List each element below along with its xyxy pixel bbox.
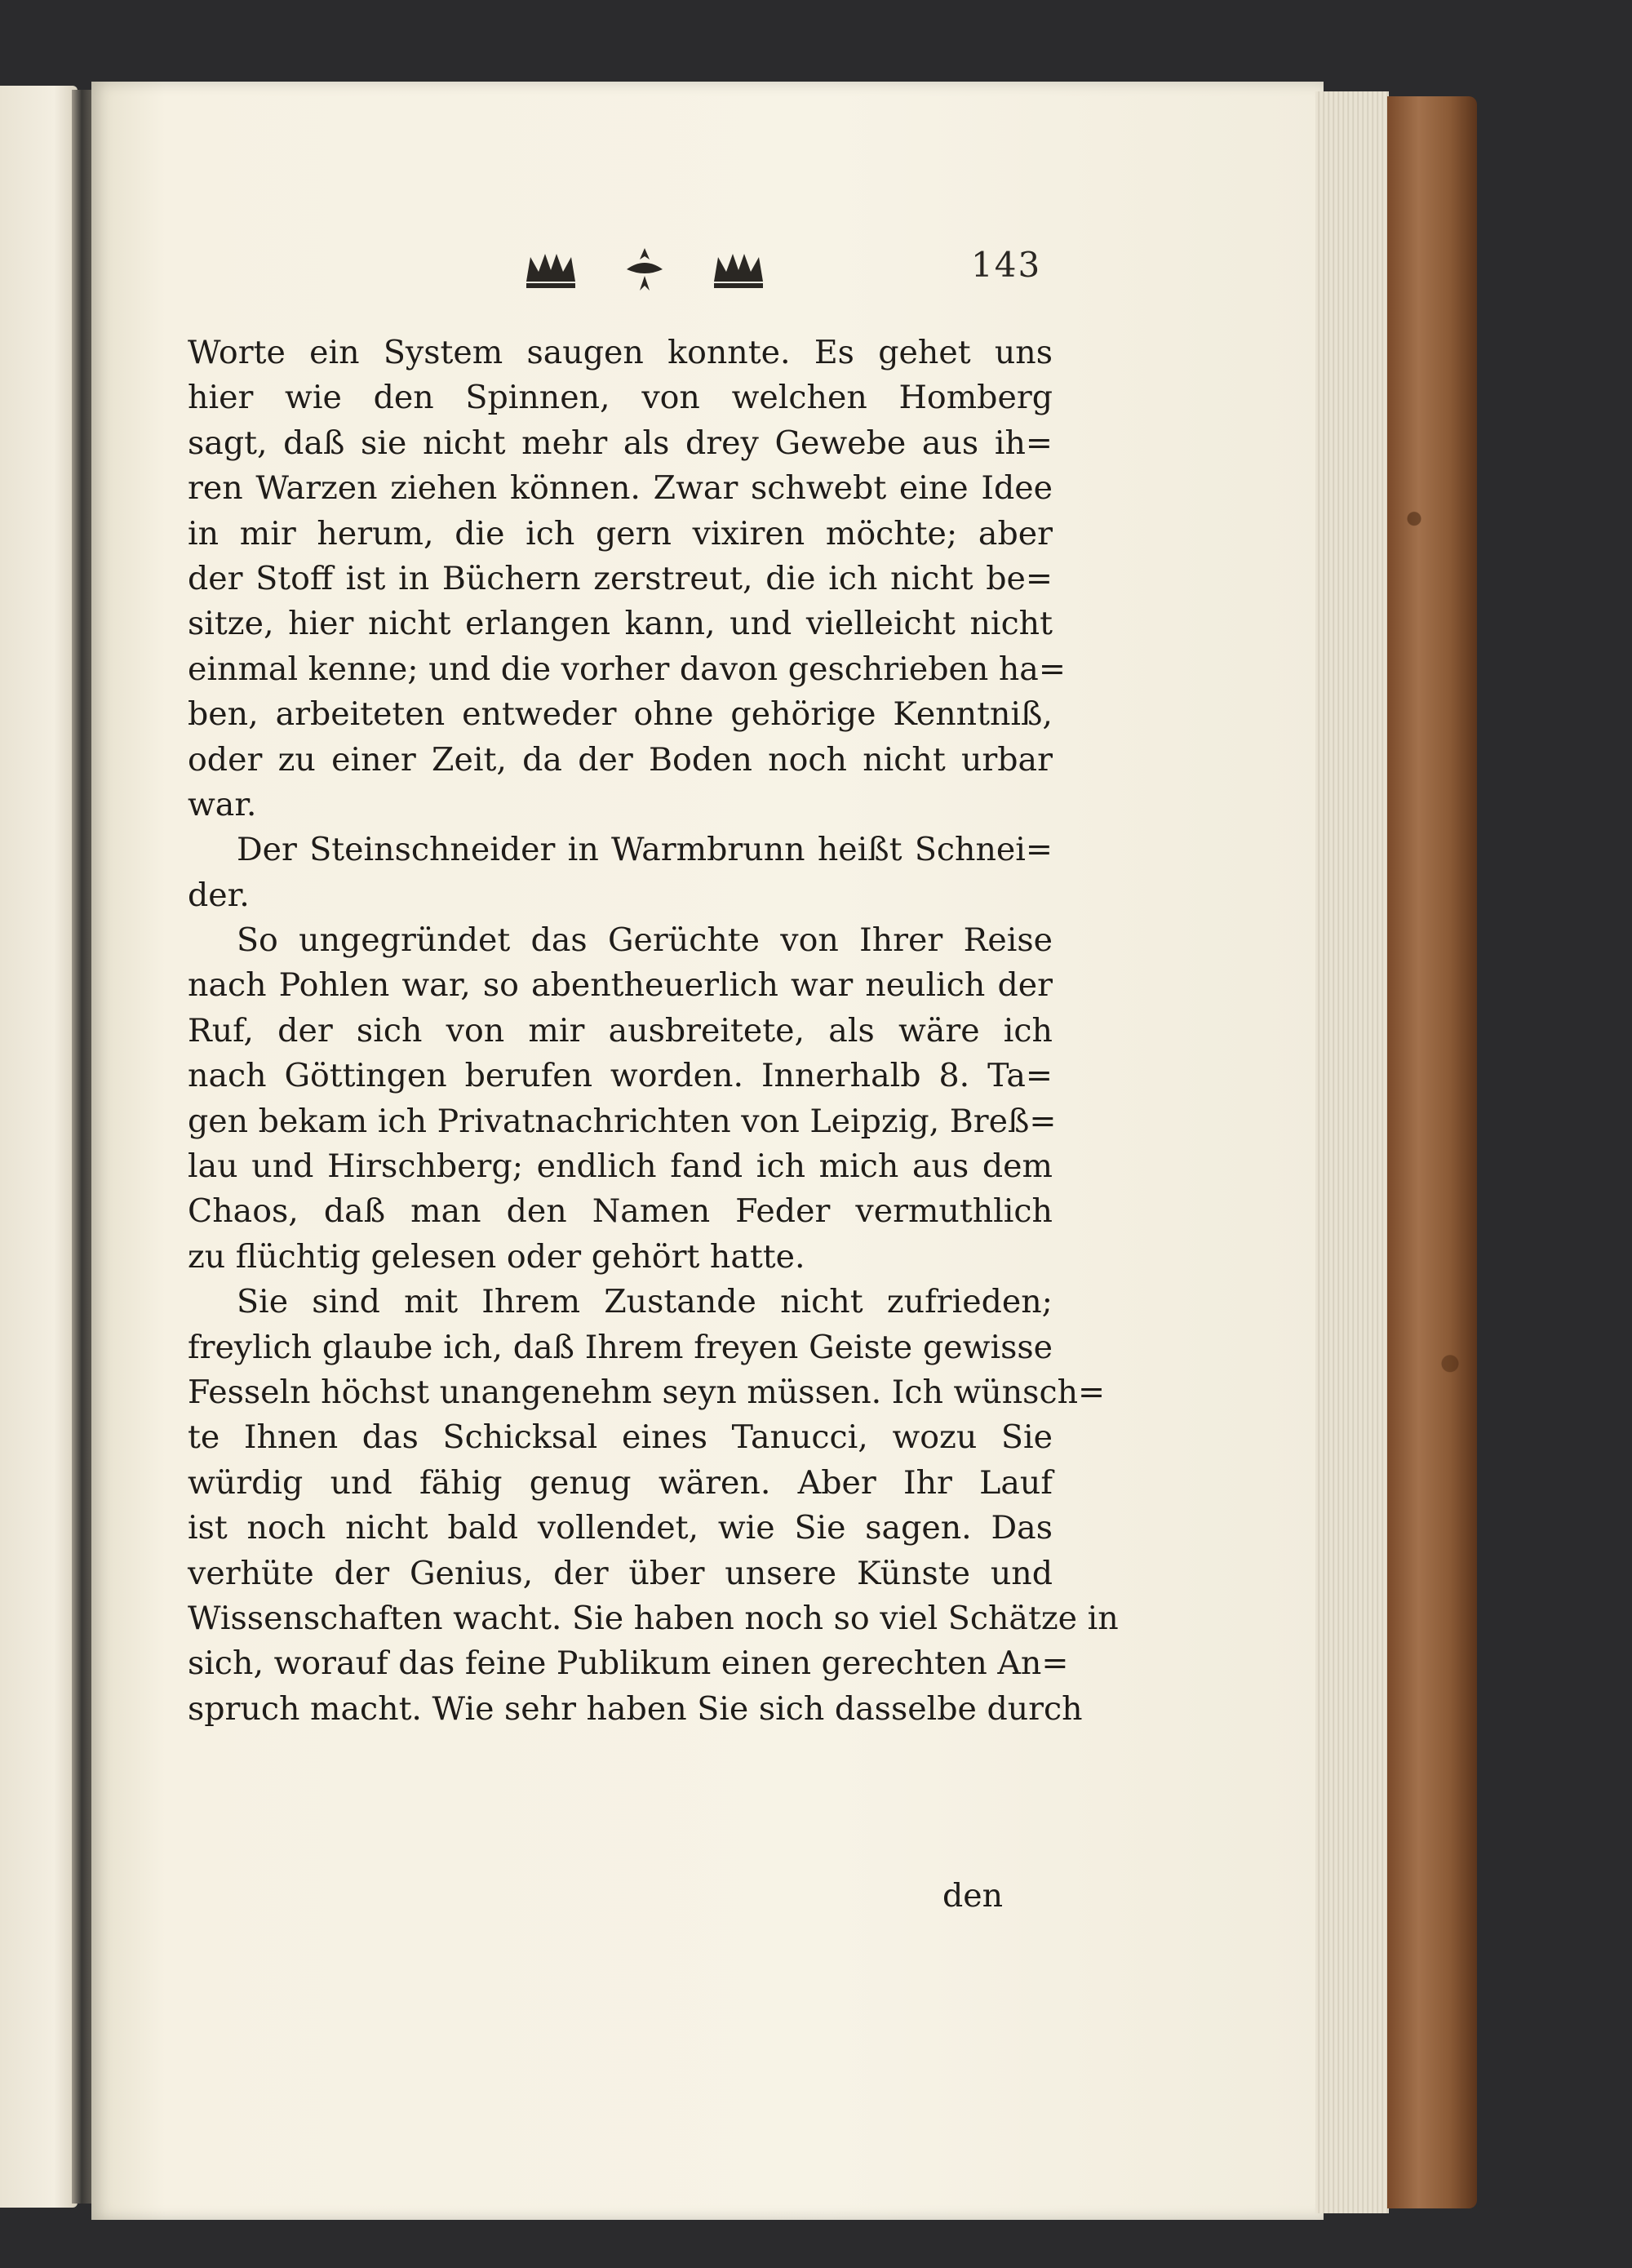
text-line: Ruf, der sich von mir ausbreitete, als wäre ich: [188, 1011, 1053, 1050]
text-line: war.: [188, 785, 257, 823]
text-line: hier wie den Spinnen, von welchen Homberg: [188, 379, 1053, 417]
text-line: der.: [188, 876, 250, 914]
text-line: in mir herum, die ich gern vixiren möchte; aber: [188, 514, 1053, 553]
text-line: nach Göttingen berufen worden. Innerhalb 8. Ta=: [188, 1057, 1053, 1095]
crown-ornament-icon: [710, 249, 767, 290]
text-line: gen bekam ich Privatnachrichten von Leipzig, Breß=: [188, 1102, 1057, 1140]
text-line: ren Warzen ziehen können. Zwar schwebt eine Idee: [188, 469, 1053, 508]
text-line: nach Pohlen war, so abentheuerlich war neulich der: [188, 966, 1053, 1005]
text-line: freylich glaube ich, daß Ihrem freyen Geiste gewisse: [188, 1328, 1053, 1366]
catchword: den: [942, 1877, 1004, 1915]
crown-ornament-icon: [522, 249, 579, 290]
text-line: einmal kenne; und die vorher davon geschrieben ha=: [188, 650, 1066, 688]
text-line: Wissenschaften wacht. Sie haben noch so viel Schätze in: [188, 1599, 1119, 1637]
text-line: ben, arbeiteten entweder ohne gehörige Kenntniß,: [188, 695, 1053, 734]
text-line: Der Steinschneider in Warmbrunn heißt Schnei=: [237, 831, 1053, 869]
text-line: zu flüchtig gelesen oder gehört hatte.: [188, 1237, 805, 1276]
page-body-text: [188, 331, 1119, 1732]
text-line: lau und Hirschberg; endlich fand ich mich aus dem: [188, 1147, 1053, 1186]
text-line: So ungegründet das Gerüchte von Ihrer Reise: [237, 921, 1053, 960]
head-ornament: [522, 245, 767, 294]
text-line: Sie sind mit Ihrem Zustande nicht zufrieden;: [237, 1283, 1053, 1321]
left-page-edge: [0, 86, 78, 2208]
page-stack-edges: [1315, 91, 1389, 2213]
text-line: spruch macht. Wie sehr haben Sie sich dasselbe durch: [188, 1689, 1083, 1728]
text-line: oder zu einer Zeit, da der Boden noch nicht urbar: [188, 740, 1053, 779]
text-line: sitze, hier nicht erlangen kann, und vielleicht nicht: [188, 605, 1053, 643]
fleuron-ornament-icon: [620, 245, 669, 294]
text-line: sich, worauf das feine Publikum einen gerechten An=: [188, 1644, 1069, 1683]
text-line: ist noch nicht bald vollendet, wie Sie sagen. Das: [188, 1509, 1053, 1547]
text-line: Worte ein System saugen konnte. Es gehet uns: [188, 334, 1053, 371]
text-line: verhüte der Genius, der über unsere Künste und: [188, 1554, 1053, 1592]
text-line: Chaos, daß man den Namen Feder vermuthlich: [188, 1192, 1053, 1231]
text-line: te Ihnen das Schicksal eines Tanucci, wozu Sie: [188, 1418, 1053, 1457]
page-number: 143: [971, 245, 1042, 285]
text-line: der Stoff ist in Büchern zerstreut, die ich nicht be=: [188, 559, 1053, 597]
book-cover: [1387, 96, 1477, 2208]
text-line: würdig und fähig genug wären. Aber Ihr Lauf: [188, 1463, 1053, 1502]
text-line: Fesseln höchst unangenehm seyn müssen. Ich wünsch=: [188, 1373, 1106, 1411]
text-line: sagt, daß sie nicht mehr als drey Gewebe aus ih=: [188, 424, 1053, 462]
